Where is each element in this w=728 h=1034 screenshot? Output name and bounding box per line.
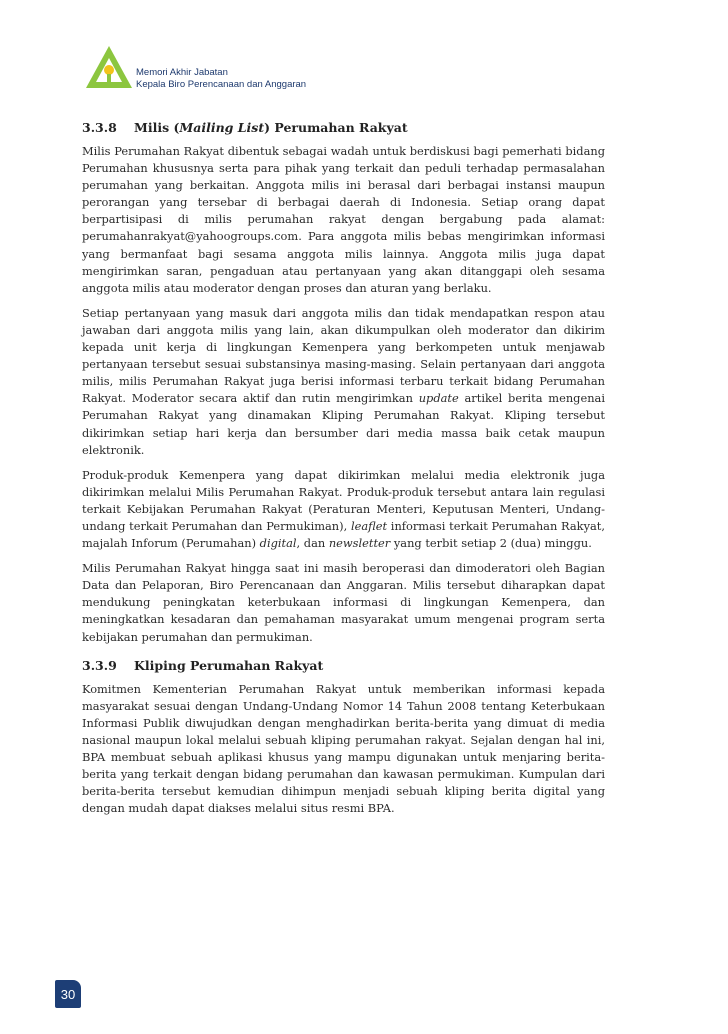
paragraph: Milis Perumahan Rakyat dibentuk sebagai wadah untuk berdiskusi bagi pemerhati bidang Perumahan khususnya serta para pihak yang terkait dan peduli terhadap permasalahan perumahan yang berkaitan. Anggota milis ini berasal dari berbagai instansi maupun perorangan yang tersebar di berbagai daerah di Indonesia. Setiap orang dapat berpartisipasi di milis perumahan rakyat dengan bergabung pada alamat: perumahanrakyat@yahoogroups.com. Para anggota milis bebas mengirimkan informasi yang bermanfaat bagi sesama anggota milis lainnya. Anggota milis juga dapat mengirimkan saran, pengaduan atau pertanyaan yang akan ditanggapi oleh sesama anggota milis atau moderator dengan proses dan aturan yang berlaku. xyxy=(82,144,605,295)
logo-icon xyxy=(84,44,134,90)
paragraph: Produk-produk Kemenpera yang dapat dikirimkan melalui media elektronik juga dikirimkan melalui Milis Perumahan Rakyat. Produk-produk tersebut antara lain regulasi terkait Kebijakan Perumahan Rakyat (Peraturan Menteri, Keputusan Menteri, Undang-undang terkait Perumahan dan Permukiman), leaflet informasi terkait Perumahan Rakyat, majalah Inforum (Perumahan) digital, dan newsletter yang terbit setiap 2 (dua) minggu. xyxy=(82,467,605,551)
page-number: 30 xyxy=(55,980,81,1008)
section-number: 3.3.9 xyxy=(82,657,117,673)
paragraph: Milis Perumahan Rakyat hingga saat ini masih beroperasi dan dimoderatori oleh Bagian Data dan Pelaporan, Biro Perencanaan dan Anggaran. Milis tersebut diharapkan dapat mendukung peningkatan keterbukaan informasi di lingkungan Kemenpera, dan meningkatkan kesadaran dan pemahaman masyarakat umum mengenai program serta kebijakan perumahan dan permukiman. xyxy=(82,561,605,644)
header-line2: Kepala Biro Perencanaan dan Anggaran xyxy=(136,79,307,90)
paragraph: Komitmen Kementerian Perumahan Rakyat untuk memberikan informasi kepada masyarakat sesuai dengan Undang-Undang Nomor 14 Tahun 2008 tentang Keterbukaan Informasi Publik diwujudkan dengan menghadirkan berita-berita yang dimuat di media nasional maupun lokal melalui sebuah kliping perumahan rakyat. Sejalan dengan hal ini, BPA membuat sebuah aplikasi khusus yang mampu digunakan untuk menjaring berita-berita yang terkait dengan bidang perumahan dan kawasan permukiman. Kumpulan dari berita-berita tersebut kemudian dihimpun menjadi sebuah kliping berita digital yang dengan mudah dapat diakses melalui situs resmi BPA. xyxy=(82,681,605,816)
running-header xyxy=(136,67,306,91)
section-title: Kliping Perumahan Rakyat xyxy=(134,657,324,673)
main-content xyxy=(82,120,605,825)
section-title: Milis (Mailing List) Perumahan Rakyat xyxy=(134,120,408,135)
section-number: 3.3.8 xyxy=(82,120,117,135)
header-line1: Memori Akhir Jabatan xyxy=(136,67,228,78)
paragraph: Setiap pertanyaan yang masuk dari anggota milis dan tidak mendapatkan respon atau jawaban dari anggota milis yang lain, akan dikumpulkan oleh moderator dan dikirim kepada unit kerja di lingkungan Kemenpera yang berkompeten untuk menjawab pertanyaan tersebut sesuai substansinya masing-masing. Selain pertanyaan dari anggota milis, milis Perumahan Rakyat juga berisi informasi terbaru terkait bidang Perumahan Rakyat. Moderator secara aktif dan rutin mengirimkan update artikel berita mengenai Perumahan Rakyat yang dinamakan Kliping Perumahan Rakyat. Kliping tersebut dikirimkan setiap hari kerja dan bersumber dari media massa baik cetak maupun elektronik. xyxy=(82,305,605,457)
section-heading-milis xyxy=(82,120,605,135)
section-heading-kliping xyxy=(82,658,605,673)
